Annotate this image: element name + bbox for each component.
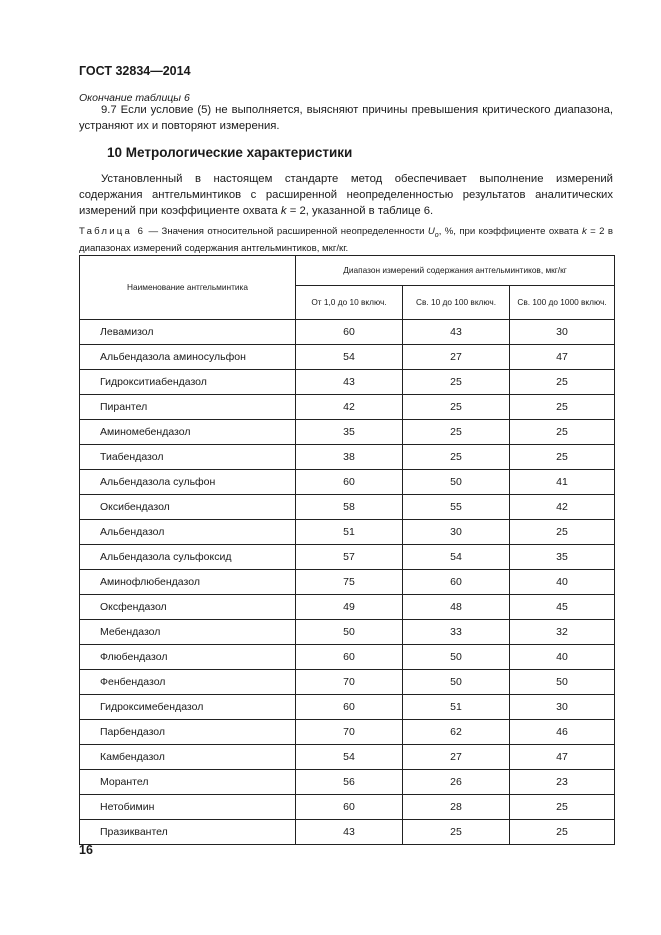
table-row xyxy=(80,820,615,845)
anthelmintic-name-cell: Левамизол xyxy=(80,320,296,345)
table-row xyxy=(80,520,615,545)
anthelmintic-name-cell: Оксфендазол xyxy=(80,595,296,620)
table-row xyxy=(80,695,615,720)
column-header-range: Диапазон измерений содержания антгельминтиков, мкг/кг xyxy=(296,256,615,286)
uncertainty-value-cell: 30 xyxy=(510,320,615,345)
uncertainty-value-cell: 23 xyxy=(510,770,615,795)
uncertainty-value-cell: 25 xyxy=(403,370,510,395)
anthelmintic-name-cell: Нетобимин xyxy=(80,795,296,820)
column-header-range-2: Св. 10 до 100 включ. xyxy=(403,286,510,320)
table-row xyxy=(80,445,615,470)
table-row xyxy=(80,470,615,495)
anthelmintic-name-cell: Камбендазол xyxy=(80,745,296,770)
anthelmintic-name-cell: Альбендазола сульфоксид xyxy=(80,545,296,570)
uncertainty-value-cell: 41 xyxy=(510,470,615,495)
paragraph-10-text-after: = 2, указанной в таблице 6. xyxy=(286,205,434,217)
uncertainty-value-cell: 50 xyxy=(403,645,510,670)
uncertainty-value-cell: 50 xyxy=(296,620,403,645)
uncertainty-value-cell: 60 xyxy=(296,645,403,670)
uncertainty-value-cell: 55 xyxy=(403,495,510,520)
uncertainty-value-cell: 43 xyxy=(296,370,403,395)
uncertainty-value-cell: 32 xyxy=(510,620,615,645)
uncertainty-value-cell: 60 xyxy=(403,570,510,595)
anthelmintic-name-cell: Альбендазола сульфон xyxy=(80,470,296,495)
table-row xyxy=(80,770,615,795)
table-caption-label: Таблица 6 xyxy=(79,226,146,237)
uncertainty-value-cell: 70 xyxy=(296,670,403,695)
uncertainty-value-cell: 50 xyxy=(403,470,510,495)
table-row xyxy=(80,495,615,520)
uncertainty-value-cell: 25 xyxy=(510,820,615,845)
uncertainty-value-cell: 25 xyxy=(510,370,615,395)
uncertainty-value-cell: 33 xyxy=(403,620,510,645)
uncertainty-value-cell: 50 xyxy=(403,670,510,695)
paragraph-10-text-before: Установленный в настоящем стандарте метод обеспечивает выполнение измерений содержания антгельминтиков с расширенной неопределенностью результатов аналитических измерений при коэффициенте охвата xyxy=(79,173,613,217)
anthelmintic-name-cell: Мебендазол xyxy=(80,620,296,645)
uncertainty-value-cell: 25 xyxy=(510,795,615,820)
uncertainty-value-cell: 30 xyxy=(510,695,615,720)
paragraph-10 xyxy=(79,171,613,219)
anthelmintic-name-cell: Тиабендазол xyxy=(80,445,296,470)
uncertainty-value-cell: 54 xyxy=(403,545,510,570)
uncertainty-value-cell: 25 xyxy=(403,395,510,420)
uncertainty-value-cell: 25 xyxy=(510,420,615,445)
anthelmintic-name-cell: Флюбендазол xyxy=(80,645,296,670)
uncertainty-value-cell: 40 xyxy=(510,570,615,595)
uncertainty-value-cell: 46 xyxy=(510,720,615,745)
uncertainty-value-cell: 35 xyxy=(510,545,615,570)
paragraph-9-7: 9.7 Если условие (5) не выполняется, выясняют причины превышения критического диапазона, устраняют их и повторяют измерения. xyxy=(79,104,613,132)
uncertainty-value-cell: 48 xyxy=(403,595,510,620)
table-row xyxy=(80,320,615,345)
table-row xyxy=(80,570,615,595)
uncertainty-value-cell: 60 xyxy=(296,695,403,720)
uncertainty-value-cell: 28 xyxy=(403,795,510,820)
anthelmintic-name-cell: Альбендазола аминосульфон xyxy=(80,345,296,370)
table-row xyxy=(80,595,615,620)
table-row xyxy=(80,545,615,570)
uncertainty-table xyxy=(79,255,615,845)
uncertainty-value-cell: 56 xyxy=(296,770,403,795)
document-header: ГОСТ 32834—2014 xyxy=(79,64,191,78)
table-row xyxy=(80,670,615,695)
anthelmintic-name-cell: Альбендазол xyxy=(80,520,296,545)
anthelmintic-name-cell: Оксибендазол xyxy=(80,495,296,520)
uncertainty-value-cell: 25 xyxy=(510,520,615,545)
table-continuation-note: Окончание таблицы 6 xyxy=(79,92,190,104)
anthelmintic-name-cell: Морантел xyxy=(80,770,296,795)
uncertainty-value-cell: 25 xyxy=(403,420,510,445)
table-row xyxy=(80,720,615,745)
uncertainty-value-cell: 25 xyxy=(510,445,615,470)
k-symbol: k xyxy=(280,205,287,217)
coverage-factor-symbol: k xyxy=(581,226,587,237)
table-caption xyxy=(79,225,613,255)
anthelmintic-name-cell: Парбендазол xyxy=(80,720,296,745)
uncertainty-value-cell: 47 xyxy=(510,745,615,770)
uncertainty-value-cell: 38 xyxy=(296,445,403,470)
uncertainty-value-cell: 30 xyxy=(403,520,510,545)
table-row xyxy=(80,745,615,770)
uncertainty-subscript: o xyxy=(434,231,439,239)
table-row xyxy=(80,395,615,420)
uncertainty-value-cell: 25 xyxy=(403,445,510,470)
uncertainty-value-cell: 58 xyxy=(296,495,403,520)
table-body xyxy=(80,320,615,845)
uncertainty-value-cell: 25 xyxy=(403,820,510,845)
uncertainty-value-cell: 70 xyxy=(296,720,403,745)
uncertainty-value-cell: 43 xyxy=(403,320,510,345)
uncertainty-value-cell: 51 xyxy=(403,695,510,720)
uncertainty-value-cell: 27 xyxy=(403,345,510,370)
table-row xyxy=(80,345,615,370)
uncertainty-value-cell: 26 xyxy=(403,770,510,795)
anthelmintic-name-cell: Гидроксимебендазол xyxy=(80,695,296,720)
anthelmintic-name-cell: Фенбендазол xyxy=(80,670,296,695)
table-row xyxy=(80,645,615,670)
uncertainty-value-cell: 62 xyxy=(403,720,510,745)
uncertainty-symbol: U xyxy=(427,226,435,237)
table-caption-text-mid: , %, при коэффициенте охвата xyxy=(438,226,582,237)
column-header-range-3: Св. 100 до 1000 включ. xyxy=(510,286,615,320)
uncertainty-value-cell: 60 xyxy=(296,470,403,495)
uncertainty-value-cell: 51 xyxy=(296,520,403,545)
uncertainty-value-cell: 60 xyxy=(296,795,403,820)
section-title: 10 Метрологические характеристики xyxy=(107,145,353,160)
uncertainty-value-cell: 35 xyxy=(296,420,403,445)
anthelmintic-name-cell: Гидрокситиабендазол xyxy=(80,370,296,395)
uncertainty-value-cell: 42 xyxy=(510,495,615,520)
uncertainty-value-cell: 54 xyxy=(296,745,403,770)
table-row xyxy=(80,420,615,445)
uncertainty-value-cell: 42 xyxy=(296,395,403,420)
table-row xyxy=(80,370,615,395)
anthelmintic-name-cell: Аминофлюбендазол xyxy=(80,570,296,595)
uncertainty-value-cell: 45 xyxy=(510,595,615,620)
uncertainty-value-cell: 57 xyxy=(296,545,403,570)
uncertainty-value-cell: 43 xyxy=(296,820,403,845)
page-number: 16 xyxy=(79,843,93,857)
table-caption-text: — Значения относительной расширенной неопределенности xyxy=(145,226,428,237)
column-header-range-1: От 1,0 до 10 включ. xyxy=(296,286,403,320)
anthelmintic-name-cell: Аминомебендазол xyxy=(80,420,296,445)
uncertainty-value-cell: 50 xyxy=(510,670,615,695)
uncertainty-value-cell: 60 xyxy=(296,320,403,345)
table-row xyxy=(80,620,615,645)
uncertainty-value-cell: 54 xyxy=(296,345,403,370)
uncertainty-value-cell: 25 xyxy=(510,395,615,420)
anthelmintic-name-cell: Пирантел xyxy=(80,395,296,420)
uncertainty-value-cell: 27 xyxy=(403,745,510,770)
column-header-name: Наименование антгельминтика xyxy=(80,256,296,320)
uncertainty-value-cell: 49 xyxy=(296,595,403,620)
uncertainty-value-cell: 47 xyxy=(510,345,615,370)
uncertainty-value-cell: 75 xyxy=(296,570,403,595)
uncertainty-value-cell: 40 xyxy=(510,645,615,670)
table-caption-text-end: = 2 в диапазонах измерений содержания антгельминтиков, мкг/кг. xyxy=(79,226,613,254)
anthelmintic-name-cell: Празиквантел xyxy=(80,820,296,845)
table-row xyxy=(80,795,615,820)
